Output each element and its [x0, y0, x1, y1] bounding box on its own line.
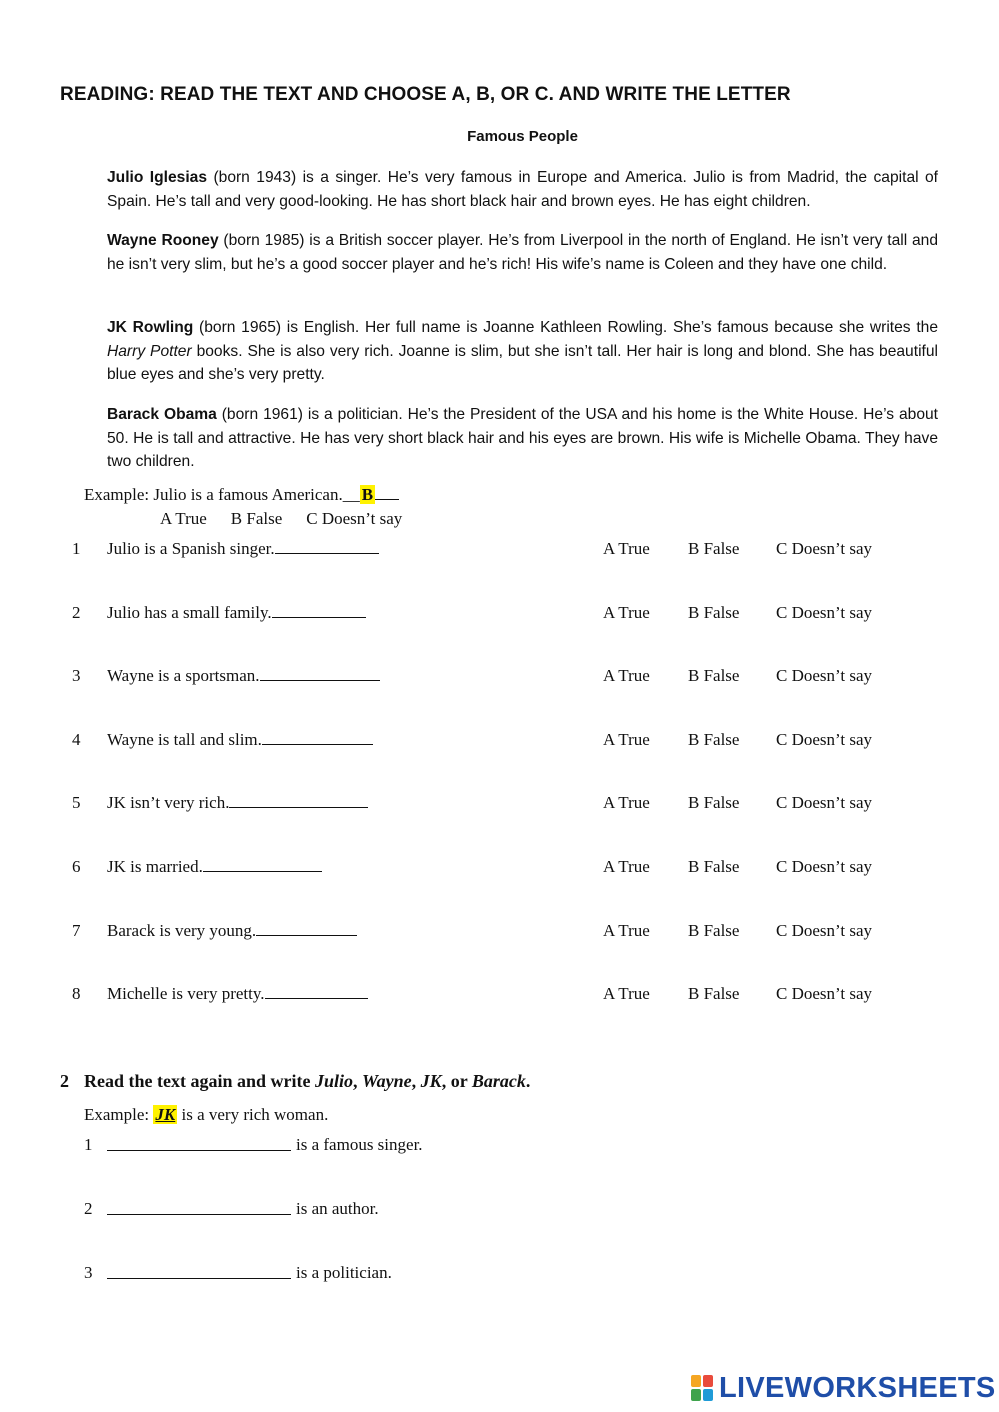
example-text: Example: Julio is a famous American.__	[84, 485, 360, 504]
question-number: 2	[72, 603, 81, 622]
question-row	[0, 793, 999, 819]
title-part: ,	[411, 1071, 421, 1091]
example-prefix: Example:	[84, 1105, 154, 1124]
question-text	[107, 921, 357, 941]
logo-tile	[691, 1375, 701, 1387]
paragraph-body: (born 1965) is English. Her full name is Joanne Kathleen Rowling. She’s famous because she writes the	[193, 319, 938, 336]
option-doesnt-say[interactable]: C Doesn’t say	[776, 984, 873, 1003]
question-label: JK is married.	[107, 857, 203, 876]
question-number: 7	[72, 921, 81, 940]
option-true[interactable]: A True	[603, 984, 650, 1003]
write-text: is a politician.	[296, 1263, 392, 1282]
paragraph-body: (born 1985) is a British soccer player. He’s from Liverpool in the north of England. He isn’t very tall and he isn’t very slim, but he’s a good soccer player and he’s rich! His wife’s name is Coleen and they have one child.	[107, 232, 938, 273]
example-answer: B	[361, 485, 374, 504]
name-jk: JK	[420, 1071, 442, 1091]
write-number: 1	[84, 1135, 93, 1154]
question-number: 5	[72, 793, 81, 812]
title-part: .	[525, 1071, 531, 1091]
answer-blank[interactable]	[256, 921, 357, 936]
question-row	[0, 603, 999, 629]
question-row	[0, 539, 999, 565]
section-2-number: 2	[60, 1071, 69, 1091]
paragraph-name: JK Rowling	[107, 319, 194, 336]
write-blank[interactable]	[107, 1150, 291, 1151]
option-false[interactable]: B False	[688, 857, 740, 876]
option-b: B False	[230, 509, 283, 528]
option-c: C Doesn’t say	[306, 509, 403, 528]
option-true[interactable]: A True	[603, 857, 650, 876]
name-barack: Barack	[471, 1071, 526, 1091]
option-true[interactable]: A True	[603, 921, 650, 940]
question-label: Michelle is very pretty.	[107, 984, 265, 1003]
section-2-title	[84, 1071, 530, 1092]
question-number: 3	[72, 666, 81, 685]
logo-wordmark: LIVEWORKSHEETS	[719, 1371, 996, 1404]
write-row	[0, 1199, 999, 1225]
write-blank[interactable]	[107, 1214, 291, 1215]
question-label: Julio is a Spanish singer.	[107, 539, 275, 558]
answer-blank[interactable]	[275, 539, 379, 554]
example-1	[84, 485, 399, 505]
option-true[interactable]: A True	[603, 730, 650, 749]
question-label: Julio has a small family.	[107, 603, 272, 622]
option-false[interactable]: B False	[688, 539, 740, 558]
option-doesnt-say[interactable]: C Doesn’t say	[776, 539, 873, 558]
question-text	[107, 539, 379, 559]
answer-blank[interactable]	[229, 793, 368, 808]
write-row	[0, 1135, 999, 1161]
write-blank[interactable]	[107, 1278, 291, 1279]
option-doesnt-say[interactable]: C Doesn’t say	[776, 793, 873, 812]
paragraph-name: Julio Iglesias	[107, 169, 208, 186]
write-text: is a famous singer.	[296, 1135, 423, 1154]
logo-tile	[703, 1389, 713, 1401]
paragraph-wayne	[107, 229, 938, 276]
write-number: 2	[84, 1199, 93, 1218]
reading-text-title: Famous People	[467, 128, 578, 145]
question-text	[107, 793, 368, 813]
question-row	[0, 730, 999, 756]
worksheet-heading: READING: READ THE TEXT AND CHOOSE A, B, OR C. AND WRITE THE LETTER	[60, 84, 791, 105]
question-label: Barack is very young.	[107, 921, 257, 940]
option-false[interactable]: B False	[688, 793, 740, 812]
example-2	[84, 1105, 328, 1125]
option-true[interactable]: A True	[603, 539, 650, 558]
question-text	[107, 984, 368, 1004]
example-suffix: is a very rich woman.	[177, 1105, 329, 1124]
question-row	[0, 666, 999, 692]
paragraph-name: Wayne Rooney	[107, 232, 219, 249]
title-part: ,	[353, 1071, 362, 1091]
question-label: Wayne is a sportsman.	[107, 666, 260, 685]
question-number: 1	[72, 539, 81, 558]
title-part: Read the text again and write	[84, 1071, 315, 1091]
name-wayne: Wayne	[362, 1071, 412, 1091]
example-answer: JK	[155, 1105, 176, 1124]
answer-blank[interactable]	[265, 984, 368, 999]
paragraph-body: (born 1961) is a politician. He’s the President of the USA and his home is the White House. He’s about 50. He is tall and attractive. He has very short black hair and his eyes are brown. His wife is Michelle Obama. They have two children.	[107, 406, 938, 470]
question-row	[0, 984, 999, 1010]
question-text	[107, 730, 373, 750]
write-row	[0, 1263, 999, 1289]
paragraph-body: books. She is also very rich. Joanne is slim, but she isn’t tall. Her hair is long and blond. She has beautiful blue eyes and she’s very pretty.	[107, 342, 938, 383]
option-a: A True	[160, 509, 207, 528]
book-title: Harry Potter	[107, 342, 192, 360]
paragraph-body: (born 1943) is a singer. He’s very famous in Europe and America. Julio is from Madrid, the capital of Spain. He’s tall and very good-looking. He has short black hair and brown eyes. He has eight children.	[107, 169, 938, 210]
option-doesnt-say[interactable]: C Doesn’t say	[776, 730, 873, 749]
option-false[interactable]: B False	[688, 730, 740, 749]
question-text	[107, 666, 380, 686]
write-number: 3	[84, 1263, 93, 1282]
title-part: , or	[441, 1071, 472, 1091]
logo-tile	[691, 1389, 701, 1401]
liveworksheets-logo	[691, 1373, 996, 1403]
question-number: 6	[72, 857, 81, 876]
question-row	[0, 857, 999, 883]
option-true[interactable]: A True	[603, 793, 650, 812]
option-false[interactable]: B False	[688, 984, 740, 1003]
example-blank	[375, 485, 399, 500]
example-1-options	[160, 509, 426, 529]
write-text: is an author.	[296, 1199, 379, 1218]
option-false[interactable]: B False	[688, 921, 740, 940]
paragraph-barack	[107, 403, 938, 474]
paragraph-jk	[107, 316, 938, 387]
question-text	[107, 857, 322, 877]
question-number: 4	[72, 730, 81, 749]
option-true[interactable]: A True	[603, 603, 650, 622]
option-false[interactable]: B False	[688, 603, 740, 622]
question-number: 8	[72, 984, 81, 1003]
answer-blank[interactable]	[203, 857, 322, 872]
question-text	[107, 603, 366, 623]
answer-blank[interactable]	[260, 666, 380, 681]
question-label: Wayne is tall and slim.	[107, 730, 262, 749]
question-row	[0, 921, 999, 947]
question-label: JK isn’t very rich.	[107, 793, 230, 812]
answer-blank[interactable]	[272, 603, 366, 618]
option-doesnt-say[interactable]: C Doesn’t say	[776, 603, 873, 622]
name-julio: Julio	[314, 1071, 353, 1091]
answer-blank[interactable]	[262, 730, 373, 745]
liveworksheets-logo-icon	[691, 1375, 713, 1401]
option-doesnt-say[interactable]: C Doesn’t say	[776, 666, 873, 685]
paragraph-julio	[107, 166, 938, 213]
paragraph-name: Barack Obama	[107, 406, 217, 423]
option-doesnt-say[interactable]: C Doesn’t say	[776, 857, 873, 876]
option-true[interactable]: A True	[603, 666, 650, 685]
option-doesnt-say[interactable]: C Doesn’t say	[776, 921, 873, 940]
logo-tile	[703, 1375, 713, 1387]
option-false[interactable]: B False	[688, 666, 740, 685]
